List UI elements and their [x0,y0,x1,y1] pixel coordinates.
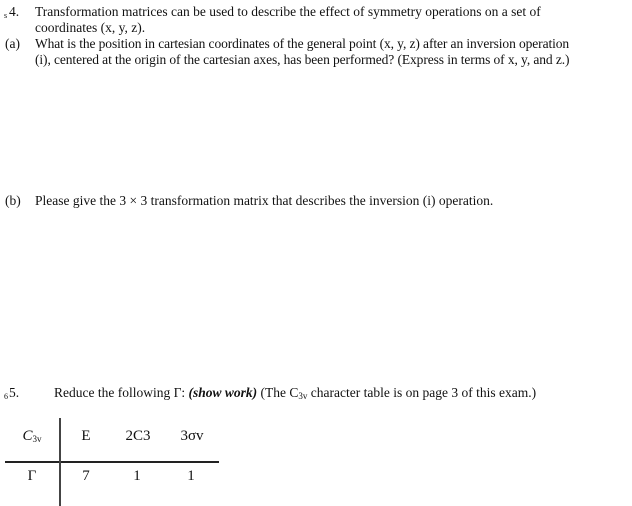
q4a-text-line2: (i), centered at the origin of the cartesian axes, has been performed? (Express in terms of x, y, and z.) [35,52,570,67]
q5-show-work: (show work) [188,385,258,400]
q4a-text-line1: What is the position in cartesian coordinates of the general point (x, y, z) after an inversion operation [35,36,570,51]
q4-text-line2: coordinates (x, y, z). [35,20,146,35]
value-3sigma-v: 1 [187,468,195,484]
page-mark: s [4,11,8,20]
q5-text-mid: (The C [257,385,299,400]
value-2C3: 1 [133,468,141,484]
header-2C3: 2C3 [125,428,151,444]
value-E: 7 [82,468,90,484]
header-3sigma-v: 3σv [180,428,204,444]
q5-text-sub: 3v [298,391,308,401]
table-vertical-rule [59,418,61,506]
table-horizontal-rule [5,461,219,463]
group-letter: C [22,428,33,444]
q4a-label: (a) [5,36,20,51]
group-sub: 3v [32,434,42,444]
q5-text [54,385,536,404]
header-E: E [81,428,91,444]
q5-number: 5. [9,385,20,400]
group-label [2,428,62,445]
page-mark-2: 6 [4,392,8,401]
q4b-text: Please give the 3 × 3 transformation matrix that describes the inversion (i) operation. [35,193,494,208]
q4-number: 4. [9,4,20,19]
q5-text-pre: Reduce the following Γ: [54,385,189,400]
q5-text-post: character table is on page 3 of this exam.) [307,385,537,400]
row-label-gamma: Γ [27,468,37,484]
q4-text-line1: Transformation matrices can be used to describe the effect of symmetry operations on a set of [35,4,541,19]
q4b-label: (b) [5,193,21,208]
